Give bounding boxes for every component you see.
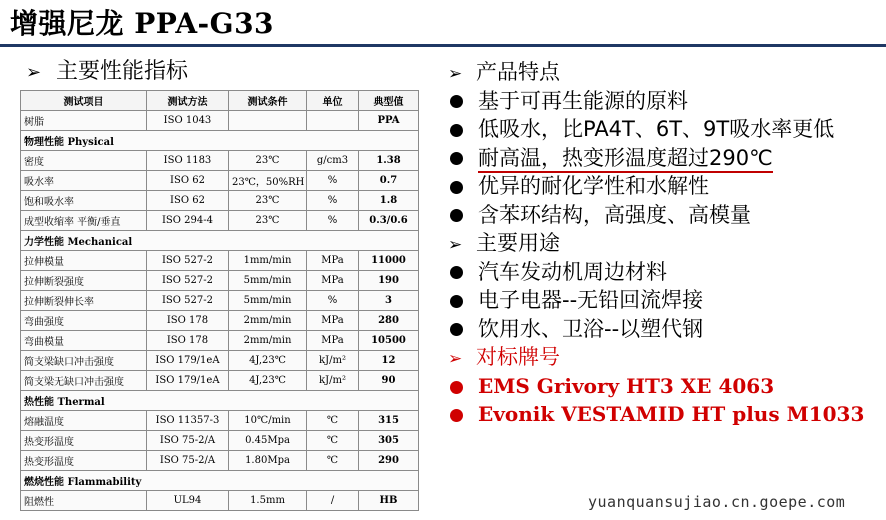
arrow-bullet-icon: ➢: [26, 62, 42, 83]
cell-test-condition: 4J,23℃: [229, 371, 307, 391]
bullet-dot-icon: [450, 152, 463, 165]
cell-unit: kJ/m²: [307, 351, 359, 371]
spec-table: [20, 90, 419, 511]
header-test-method: 测试方法: [147, 91, 229, 111]
cell-test-method: ISO 527-2: [147, 291, 229, 311]
cell-test-item: 密度: [21, 151, 147, 171]
header-test-condition: 测试条件: [229, 91, 307, 111]
table-row: [21, 431, 419, 451]
cell-test-item: 拉伸断裂强度: [21, 271, 147, 291]
cell-unit: %: [307, 211, 359, 231]
cell-test-method: ISO 178: [147, 311, 229, 331]
cell-unit: %: [307, 191, 359, 211]
table-section-row: [21, 231, 419, 251]
cell-test-method: ISO 527-2: [147, 271, 229, 291]
source-watermark: yuanquansujiao.cn.goepe.com: [588, 493, 846, 511]
use-item: 汽车发动机周边材料: [448, 258, 884, 287]
features-heading: ➢ 产品特点: [448, 58, 884, 87]
cell-typical-value: 315: [359, 411, 419, 431]
feature-item: 优异的耐化学性和水解性: [448, 172, 884, 201]
cell-test-method: ISO 179/1eA: [147, 351, 229, 371]
left-heading-text: 主要性能指标: [56, 59, 189, 84]
cell-typical-value: 290: [359, 451, 419, 471]
table-section-row: [21, 471, 419, 491]
arrow-bullet-icon: ➢: [448, 64, 463, 84]
cell-unit: ℃: [307, 431, 359, 451]
cell-test-method: ISO 75-2/A: [147, 431, 229, 451]
bullet-dot-icon: [450, 266, 463, 279]
cell-test-method: UL94: [147, 491, 229, 511]
section-label: 力学性能 Mechanical: [21, 231, 419, 251]
cell-unit: MPa: [307, 331, 359, 351]
cell-test-condition: 10℃/min: [229, 411, 307, 431]
section-label: 热性能 Thermal: [21, 391, 419, 411]
table-row: [21, 111, 419, 131]
table-row: [21, 311, 419, 331]
uses-heading: ➢ 主要用途: [448, 229, 884, 258]
cell-test-condition: 4J,23℃: [229, 351, 307, 371]
cell-unit: MPa: [307, 311, 359, 331]
cell-test-method: ISO 527-2: [147, 251, 229, 271]
cell-typical-value: 305: [359, 431, 419, 451]
cell-typical-value: 90: [359, 371, 419, 391]
bullet-dot-icon: [450, 381, 463, 394]
cell-test-method: ISO 62: [147, 191, 229, 211]
cell-typical-value: 10500: [359, 331, 419, 351]
cell-unit: %: [307, 291, 359, 311]
cell-test-method: ISO 11357-3: [147, 411, 229, 431]
feature-item: 低吸水，比PA4T、6T、9T吸水率更低: [448, 115, 884, 144]
cell-test-method: ISO 75-2/A: [147, 451, 229, 471]
cell-test-item: 弯曲强度: [21, 311, 147, 331]
cell-typical-value: 190: [359, 271, 419, 291]
table-row: [21, 191, 419, 211]
table-row: [21, 491, 419, 511]
cell-test-method: ISO 62: [147, 171, 229, 191]
bullet-dot-icon: [450, 323, 463, 336]
use-item: 饮用水、卫浴--以塑代钢: [448, 315, 884, 344]
page-title: 增强尼龙 PPA-G33: [10, 7, 275, 40]
cell-typical-value: 12: [359, 351, 419, 371]
bullet-dot-icon: [450, 409, 463, 422]
section-label: 物理性能 Physical: [21, 131, 419, 151]
table-row: [21, 331, 419, 351]
cell-test-item: 成型收缩率 平衡/垂直: [21, 211, 147, 231]
table-row: [21, 251, 419, 271]
bullet-dot-icon: [450, 181, 463, 194]
cell-test-item: 树脂: [21, 111, 147, 131]
cell-unit: kJ/m²: [307, 371, 359, 391]
cell-test-item: 阻燃性: [21, 491, 147, 511]
bullet-dot-icon: [450, 95, 463, 108]
table-row: [21, 151, 419, 171]
cell-unit: MPa: [307, 251, 359, 271]
cell-typical-value: 1.38: [359, 151, 419, 171]
arrow-bullet-icon: ➢: [448, 349, 463, 369]
cell-test-condition: 23℃: [229, 151, 307, 171]
cell-unit: %: [307, 171, 359, 191]
cell-test-item: 饱和吸水率: [21, 191, 147, 211]
benchmark-item: EMS Grivory HT3 XE 4063: [448, 372, 884, 401]
feature-item: 含苯环结构，高强度、高模量: [448, 201, 884, 230]
table-row: [21, 291, 419, 311]
cell-test-item: 热变形温度: [21, 451, 147, 471]
header-unit: 单位: [307, 91, 359, 111]
cell-unit: /: [307, 491, 359, 511]
cell-test-item: 简支梁无缺口冲击强度: [21, 371, 147, 391]
cell-test-condition: 2mm/min: [229, 311, 307, 331]
title-divider: [0, 44, 886, 47]
benchmark-item: Evonik VESTAMID HT plus M1033: [448, 400, 884, 429]
cell-typical-value: HB: [359, 491, 419, 511]
benchmark-heading: ➢ 对标牌号: [448, 343, 884, 372]
section-label: 燃烧性能 Flammability: [21, 471, 419, 491]
feature-item: [448, 144, 884, 173]
table-section-row: [21, 131, 419, 151]
use-item: 电子电器--无铅回流焊接: [448, 286, 884, 315]
cell-test-item: 吸水率: [21, 171, 147, 191]
cell-typical-value: 1.8: [359, 191, 419, 211]
right-panel: [448, 58, 884, 429]
cell-test-condition: 23℃: [229, 191, 307, 211]
table-row: [21, 211, 419, 231]
cell-test-method: ISO 1043: [147, 111, 229, 131]
table-row: [21, 171, 419, 191]
cell-test-condition: 2mm/min: [229, 331, 307, 351]
cell-test-item: 熔融温度: [21, 411, 147, 431]
cell-test-method: ISO 294-4: [147, 211, 229, 231]
cell-unit: ℃: [307, 411, 359, 431]
cell-test-condition: 5mm/min: [229, 291, 307, 311]
cell-test-condition: 23℃，50%RH: [229, 171, 307, 191]
cell-unit: MPa: [307, 271, 359, 291]
table-row: [21, 371, 419, 391]
cell-typical-value: 0.3/0.6: [359, 211, 419, 231]
arrow-bullet-icon: ➢: [448, 235, 463, 255]
cell-test-method: ISO 178: [147, 331, 229, 351]
cell-test-condition: 5mm/min: [229, 271, 307, 291]
cell-test-method: ISO 179/1eA: [147, 371, 229, 391]
table-row: [21, 451, 419, 471]
left-section-heading: [26, 54, 188, 85]
cell-test-item: 弯曲模量: [21, 331, 147, 351]
cell-unit: ℃: [307, 451, 359, 471]
header-typical-value: 典型值: [359, 91, 419, 111]
cell-test-condition: [229, 111, 307, 131]
cell-test-condition: 0.45Mpa: [229, 431, 307, 451]
cell-test-item: 拉伸模量: [21, 251, 147, 271]
header-test-item: 测试项目: [21, 91, 147, 111]
table-row: [21, 271, 419, 291]
table-row: [21, 411, 419, 431]
bullet-dot-icon: [450, 295, 463, 308]
cell-test-condition: 1.5mm: [229, 491, 307, 511]
table-section-row: [21, 391, 419, 411]
bullet-dot-icon: [450, 209, 463, 222]
cell-typical-value: 3: [359, 291, 419, 311]
table-row: [21, 351, 419, 371]
cell-test-item: 热变形温度: [21, 431, 147, 451]
spec-table-body: [21, 111, 419, 511]
cell-unit: g/cm3: [307, 151, 359, 171]
cell-test-condition: 23℃: [229, 211, 307, 231]
highlighted-feature-text: 耐高温，热变形温度超过290℃: [478, 146, 773, 173]
cell-unit: [307, 111, 359, 131]
cell-test-item: 简支梁缺口冲击强度: [21, 351, 147, 371]
cell-test-method: ISO 1183: [147, 151, 229, 171]
cell-typical-value: 280: [359, 311, 419, 331]
cell-typical-value: 0.7: [359, 171, 419, 191]
bullet-dot-icon: [450, 124, 463, 137]
cell-typical-value: 11000: [359, 251, 419, 271]
feature-item: 基于可再生能源的原料: [448, 87, 884, 116]
spec-table-header-row: [21, 91, 419, 111]
cell-test-condition: 1mm/min: [229, 251, 307, 271]
cell-test-condition: 1.80Mpa: [229, 451, 307, 471]
cell-test-item: 拉伸断裂伸长率: [21, 291, 147, 311]
cell-typical-value: PPA: [359, 111, 419, 131]
